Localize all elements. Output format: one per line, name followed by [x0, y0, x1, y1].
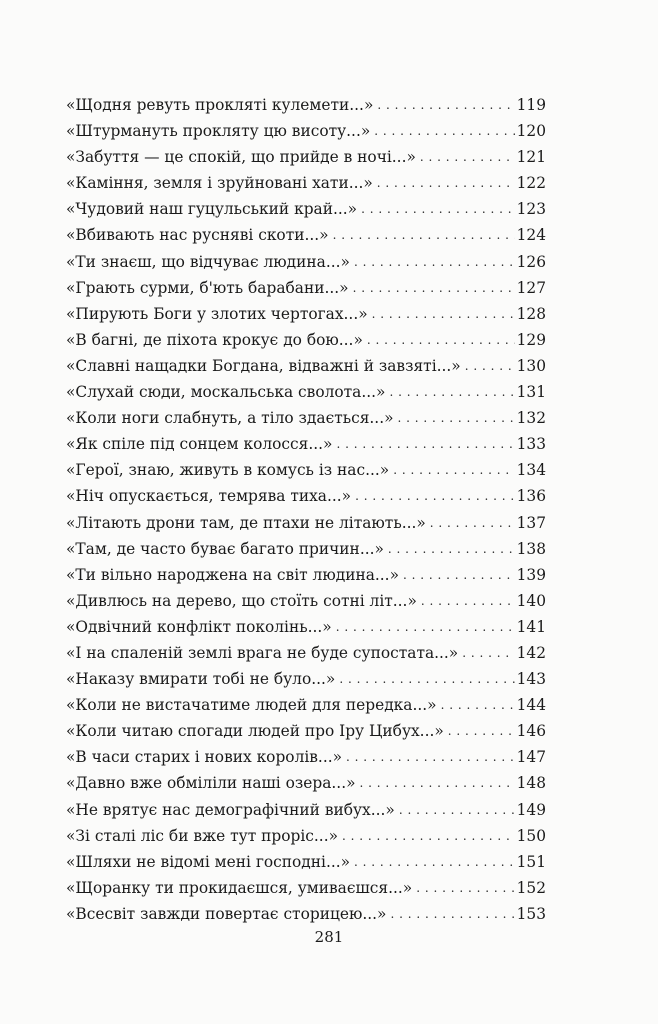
toc-entry-title: «Шляхи не відомі мені господні...» — [66, 852, 351, 871]
toc-entry — [66, 849, 546, 875]
toc-entry-title: «Дивлюсь на дерево, що стоїть сотні літ...» — [66, 591, 417, 610]
toc-entry-title: «Коли не вистачатиме людей для передка...» — [66, 696, 437, 715]
toc-entry-page-number: 119 — [516, 96, 546, 114]
toc-dot-leader — [430, 510, 515, 536]
toc-entry — [66, 222, 546, 248]
toc-entry-page-number: 137 — [516, 513, 546, 532]
toc-entry — [66, 483, 546, 509]
toc-entry — [66, 457, 546, 483]
toc-entry — [66, 92, 546, 118]
toc-entry-page-number: 120 — [516, 122, 546, 141]
toc-entry — [66, 588, 546, 614]
toc-dot-leader — [441, 692, 515, 718]
toc-entry — [66, 405, 546, 431]
toc-dot-leader — [372, 301, 515, 327]
toc-dot-leader — [462, 640, 514, 666]
toc-entry-title: «Щоранку ти прокидаєшся, умиваєшся...» — [66, 878, 413, 897]
toc-dot-leader — [420, 144, 515, 170]
toc-entry — [66, 875, 546, 901]
toc-dot-leader — [361, 196, 515, 222]
toc-dot-leader — [448, 718, 515, 744]
toc-entry-title: «Пирують Боги у злотих чертогах...» — [66, 304, 368, 323]
toc-entry-page-number: 126 — [516, 252, 546, 271]
toc-entry-title: «Вбивають нас русняві скоти...» — [66, 226, 329, 245]
toc-entry — [66, 118, 546, 144]
toc-entry-title: «Коли читаю спогади людей про Іру Цибух...» — [66, 722, 444, 741]
toc-dot-leader — [342, 823, 515, 849]
toc-entry-page-number: 138 — [516, 539, 546, 558]
toc-dot-leader — [389, 379, 514, 405]
toc-dot-leader — [416, 875, 514, 901]
toc-entry — [66, 196, 546, 222]
toc-entry-title: «В часи старих і нових королів...» — [66, 748, 343, 767]
toc-dot-leader — [398, 405, 515, 431]
toc-dot-leader — [354, 249, 515, 275]
toc-entry-page-number: 147 — [516, 748, 546, 767]
toc-entry-page-number: 124 — [516, 226, 546, 245]
toc-entry-page-number: 153 — [516, 904, 546, 923]
toc-entry-page-number: 139 — [516, 565, 546, 584]
toc-dot-leader — [339, 666, 514, 692]
toc-entry-page-number: 148 — [516, 774, 546, 793]
toc-entry-title: «Там, де часто буває багато причин...» — [66, 539, 384, 558]
toc-entry-title: «Щодня ревуть прокляті кулемети...» — [66, 96, 374, 114]
toc-entry-page-number: 152 — [516, 878, 546, 897]
toc-entry-page-number: 121 — [516, 148, 546, 167]
toc-dot-leader — [367, 327, 515, 353]
toc-entry-title: «Забуття — це спокій, що прийде в ночі...» — [66, 148, 416, 167]
toc-entry-title: «І на спаленій землі врага не буде супостата...» — [66, 643, 459, 662]
toc-entry — [66, 510, 546, 536]
toc-dot-leader — [390, 901, 514, 927]
toc-entry-title: «Славні нащадки Богдана, відважні й завзяті...» — [66, 356, 461, 375]
toc-entry-page-number: 151 — [516, 852, 546, 871]
toc-entry-page-number: 144 — [516, 696, 546, 715]
toc-entry-page-number: 123 — [516, 200, 546, 219]
toc-entry — [66, 536, 546, 562]
toc-entry-page-number: 132 — [516, 409, 546, 428]
toc-entry-page-number: 129 — [516, 330, 546, 349]
toc-entry — [66, 301, 546, 327]
toc-dot-leader — [388, 536, 515, 562]
toc-entry — [66, 692, 546, 718]
toc-entry — [66, 144, 546, 170]
toc-entry-title: «Ти вільно народжена на світ людина...» — [66, 565, 399, 584]
toc-entry — [66, 666, 546, 692]
toc-entry-title: «Грають сурми, б'ють барабани...» — [66, 278, 349, 297]
toc-entry-title: «Ти знаєш, що відчуває людина...» — [66, 252, 350, 271]
toc-entry — [66, 901, 546, 927]
toc-dot-leader — [403, 562, 515, 588]
toc-entry — [66, 275, 546, 301]
toc-entry-page-number: 128 — [516, 304, 546, 323]
toc-entry-page-number: 131 — [516, 383, 546, 402]
toc-entry-page-number: 150 — [516, 826, 546, 845]
toc-entry — [66, 718, 546, 744]
toc-entry-title: «Наказу вмирати тобі не було...» — [66, 670, 336, 689]
toc-entry — [66, 823, 546, 849]
toc-entry — [66, 640, 546, 666]
toc-entry — [66, 353, 546, 379]
toc-entry-page-number: 146 — [516, 722, 546, 741]
toc-entry-page-number: 130 — [516, 356, 546, 375]
toc-entry — [66, 562, 546, 588]
toc-entry-title: «Одвічний конфлікт поколінь...» — [66, 617, 332, 636]
toc-entry-title: «Герої, знаю, живуть в комусь із нас...» — [66, 461, 390, 480]
toc-entry — [66, 327, 546, 353]
toc-dot-leader — [374, 118, 514, 144]
toc-entry-page-number: 141 — [516, 617, 546, 636]
toc-entry-page-number: 136 — [516, 487, 546, 506]
toc-dot-leader — [346, 744, 515, 770]
toc-dot-leader — [354, 849, 515, 875]
toc-dot-leader — [377, 92, 514, 118]
toc-entry — [66, 614, 546, 640]
toc-entry-title: «Давно вже обміліли наші озера...» — [66, 774, 356, 793]
toc-entry — [66, 797, 546, 823]
toc-dot-leader — [377, 170, 515, 196]
toc-entry-page-number: 127 — [516, 278, 546, 297]
toc-entry-title: «Чудовий наш гуцульський край...» — [66, 200, 358, 219]
toc-dot-leader — [336, 431, 514, 457]
toc-entry-page-number: 122 — [516, 174, 546, 193]
toc-entry-title: «В багні, де піхота крокує до бою...» — [66, 330, 363, 349]
toc-entry-title: «Як спіле під сонцем колосся...» — [66, 435, 333, 454]
toc-entry-title: «Коли ноги слабнуть, а тіло здається...» — [66, 409, 394, 428]
toc-entry — [66, 170, 546, 196]
toc-entry-title: «Каміння, земля і зруйновані хати...» — [66, 174, 373, 193]
toc-dot-leader — [421, 588, 515, 614]
toc-dot-leader — [333, 222, 515, 248]
toc-dot-leader — [353, 275, 515, 301]
toc-entry-page-number: 143 — [516, 670, 546, 689]
toc-entry — [66, 379, 546, 405]
toc-entry — [66, 431, 546, 457]
toc-entry-page-number: 134 — [516, 461, 546, 480]
toc-dot-leader — [355, 483, 515, 509]
toc-entry-title: «Літають дрони там, де птахи не літають...» — [66, 513, 426, 532]
toc-entry-page-number: 140 — [516, 591, 546, 610]
toc-entry-title: «Не врятує нас демографічний вибух...» — [66, 800, 395, 819]
toc-entry-title: «Штурмануть прокляту цю висоту...» — [66, 122, 371, 141]
toc-entry — [66, 770, 546, 796]
toc-entry-title: «Зі сталі ліс би вже тут проріс...» — [66, 826, 339, 845]
toc-entry-page-number: 133 — [516, 435, 546, 454]
toc-entry — [66, 744, 546, 770]
toc-entry-title: «Всесвіт завжди повертає сторицею...» — [66, 904, 387, 923]
toc-dot-leader — [465, 353, 515, 379]
toc-dot-leader — [336, 614, 515, 640]
toc-entry — [66, 249, 546, 275]
page-number: 281 — [314, 928, 344, 946]
toc-entry-title: «Ніч опускається, темрява тиха...» — [66, 487, 352, 506]
toc-entry-page-number: 142 — [516, 643, 546, 662]
toc-dot-leader — [399, 797, 515, 823]
toc-entry-page-number: 149 — [516, 800, 546, 819]
toc-entry-title: «Слухай сюди, москальська сволота...» — [66, 383, 386, 402]
toc-dot-leader — [360, 770, 515, 796]
toc-dot-leader — [393, 457, 514, 483]
table-of-contents — [66, 92, 546, 927]
